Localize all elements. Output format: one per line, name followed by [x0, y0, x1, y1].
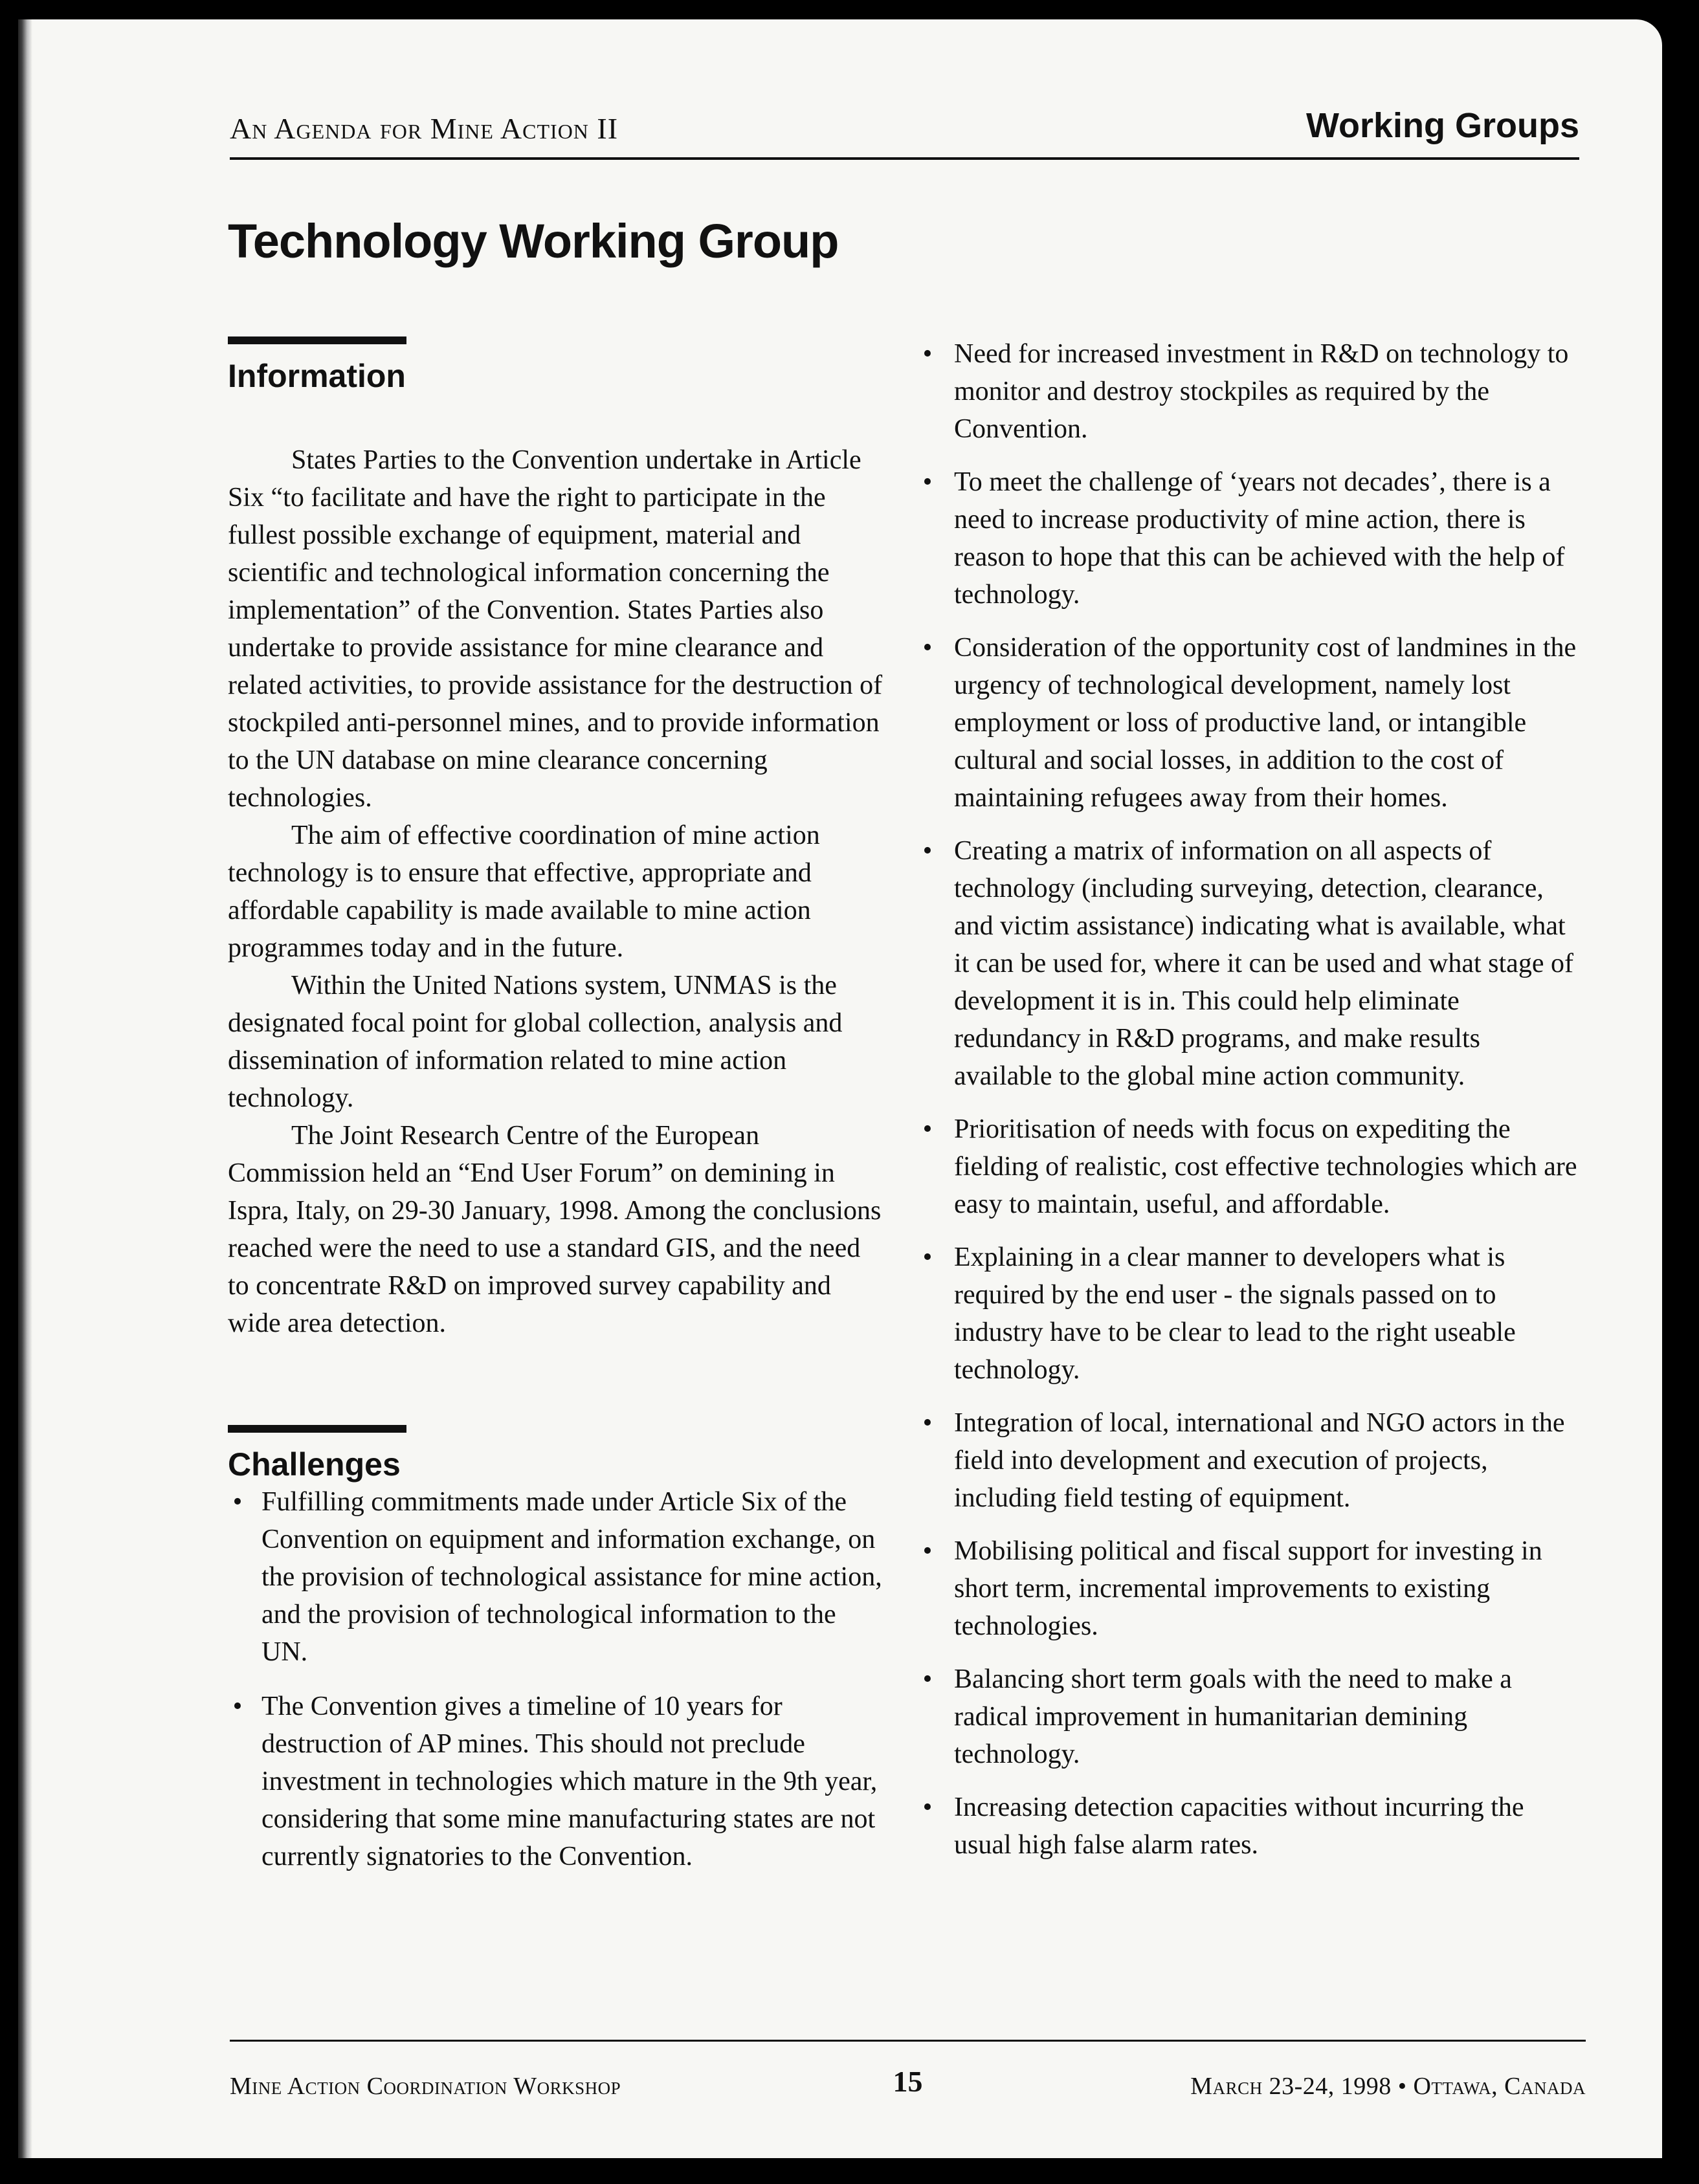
list-item: [918, 629, 1584, 817]
footer-rule: [230, 2040, 1586, 2042]
information-heading: Information: [228, 358, 406, 394]
list-item: [918, 1532, 1584, 1645]
bullet-icon: •: [922, 1114, 933, 1144]
list-item: [918, 1404, 1584, 1517]
list-item: [918, 463, 1584, 613]
running-header: [230, 107, 1579, 152]
information-paragraph: The Joint Research Centre of the European Commission held an “End User Forum” on demining in Ispra, Italy, on 29-30 January, 1998. Among the conclusions reached were the need to use a standard GIS, and the need to concentrate R&D on improved survey capability and wide area detection.: [228, 1121, 882, 1338]
bullet-icon: •: [232, 1692, 243, 1721]
list-item-text: To meet the challenge of ‘years not decades’, there is a need to increase productivity of mine action, there is reason to hope that this can be achieved with the help of technology.: [954, 467, 1565, 610]
list-item: [228, 1688, 888, 1875]
list-item-text: The Convention gives a timeline of 10 years for destruction of AP mines. This should not preclude investment in technologies which mature in the 9th year, considering that some mine manufacturing states are not currently signatories to the Convention.: [261, 1692, 878, 1871]
list-item: [918, 1660, 1584, 1773]
challenges-list-left: [228, 1483, 888, 1875]
list-item: [228, 1483, 888, 1671]
bullet-icon: •: [922, 1408, 933, 1438]
page-title: Technology Working Group: [228, 214, 839, 268]
scan-edge-shadow: [18, 19, 32, 2158]
list-item-text: Mobilising political and fiscal support for investing in short term, incremental improvements to existing technologies.: [954, 1536, 1542, 1641]
list-item-text: Fulfilling commitments made under Article Six of the Convention on equipment and information exchange, on the provision of technological assistance for mine action, and the provision of technological information to the UN.: [261, 1487, 882, 1667]
header-section-name: Working Groups: [1305, 106, 1579, 145]
bullet-icon: •: [922, 1242, 933, 1272]
list-item: [918, 1239, 1584, 1389]
challenges-heading: Challenges: [228, 1446, 401, 1483]
information-section: [228, 336, 888, 1342]
information-paragraph: States Parties to the Convention undertake in Article Six “to facilitate and have the right to participate in the fullest possible exchange of equipment, material and scientific and technological information concerning the implementation” of the Convention. States Parties also undertake to provide assistance for mine clearance and related activities, to provide assistance for the destruction of stockpiled anti-personnel mines, and to provide information to the UN database on mine clearance concerning technologies.: [228, 445, 883, 813]
list-item-text: Creating a matrix of information on all aspects of technology (including surveying, detection, clearance, and victim assistance) indicating what is available, what it can be used for, where it can be used and what stage of development it is in. This could help eliminate redundancy in R&D programs, and make results available to the global mine action community.: [954, 836, 1573, 1091]
bullet-icon: •: [922, 339, 933, 369]
list-item: [918, 1789, 1584, 1864]
section-rule: [228, 1425, 406, 1433]
footer-date-location: March 23-24, 1998 • Ottawa, Canada: [1190, 2073, 1586, 2100]
running-footer: [230, 2064, 1586, 2103]
list-item-text: Explaining in a clear manner to developers what is required by the end user - the signals passed on to industry have to be clear to lead to the right useable technology.: [954, 1242, 1516, 1385]
challenges-section: [228, 1425, 888, 1875]
list-item: [918, 832, 1584, 1095]
bullet-icon: •: [922, 633, 933, 663]
bullet-icon: •: [922, 467, 933, 497]
right-column: [918, 335, 1584, 1879]
page-number: 15: [893, 2065, 923, 2098]
bullet-icon: •: [922, 1664, 933, 1694]
challenges-list-right: [918, 335, 1584, 1864]
list-item: [918, 1110, 1584, 1223]
information-body: [228, 441, 888, 1342]
header-publication-title: An Agenda for Mine Action II: [230, 112, 619, 145]
list-item: [918, 335, 1584, 448]
bullet-icon: •: [922, 836, 933, 866]
list-item-text: Need for increased investment in R&D on technology to monitor and destroy stockpiles as required by the Convention.: [954, 339, 1569, 444]
bullet-icon: •: [922, 1536, 933, 1566]
information-paragraph: The aim of effective coordination of mine action technology is to ensure that effective, appropriate and affordable capability is made available to mine action programmes today and in the future.: [228, 821, 820, 963]
information-paragraph: Within the United Nations system, UNMAS is the designated focal point for global collection, analysis and dissemination of information related to mine action technology.: [228, 971, 843, 1113]
list-item-text: Prioritisation of needs with focus on expediting the fielding of realistic, cost effective technologies which are easy to maintain, useful, and affordable.: [954, 1114, 1577, 1219]
bullet-icon: •: [232, 1487, 243, 1517]
footer-event-name: Mine Action Coordination Workshop: [230, 2073, 621, 2100]
list-item-text: Increasing detection capacities without incurring the usual high false alarm rates.: [954, 1792, 1524, 1860]
list-item-text: Integration of local, international and NGO actors in the field into development and execution of projects, including field testing of equipment.: [954, 1408, 1565, 1513]
section-rule: [228, 336, 406, 344]
header-rule: [230, 157, 1579, 160]
list-item-text: Balancing short term goals with the need to make a radical improvement in humanitarian demining technology.: [954, 1664, 1512, 1769]
left-column: [228, 336, 888, 1892]
list-item-text: Consideration of the opportunity cost of landmines in the urgency of technological development, namely lost employment or loss of productive land, or intangible cultural and social losses, in addition to the cost of maintaining refugees away from their homes.: [954, 633, 1577, 813]
bullet-icon: •: [922, 1792, 933, 1822]
